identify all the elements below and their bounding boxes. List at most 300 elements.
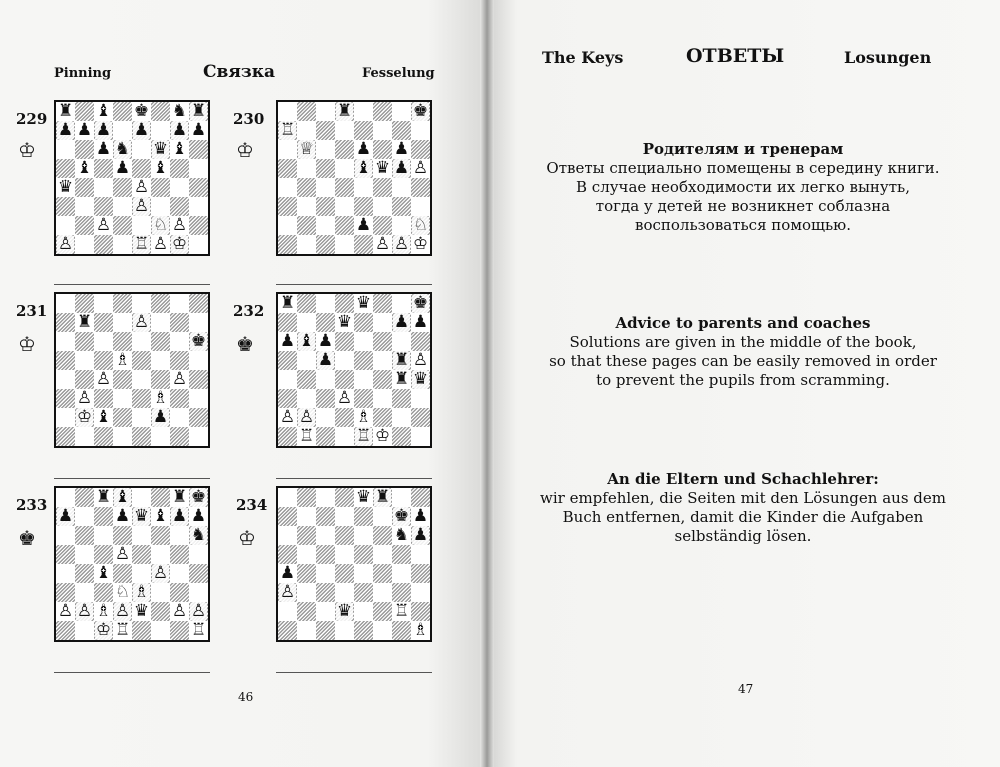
black-pawn-icon: ♟	[95, 139, 112, 159]
board-square	[316, 197, 335, 216]
black-queen-icon: ♛	[336, 312, 353, 332]
board-square	[132, 197, 151, 216]
board-square	[94, 332, 113, 351]
board-square	[373, 235, 392, 254]
board-square	[132, 178, 151, 197]
white-pawn-icon: ♙	[171, 601, 188, 621]
board-square	[113, 602, 132, 621]
board-square	[278, 507, 297, 526]
black-knight-icon: ♞	[171, 101, 188, 121]
board-square	[75, 140, 94, 159]
white-king-icon: ♔	[76, 407, 93, 427]
board-square	[316, 583, 335, 602]
board-square	[392, 294, 411, 313]
board-square	[354, 427, 373, 446]
page-number-right: 47	[738, 682, 754, 696]
board-square	[75, 197, 94, 216]
board-square	[170, 216, 189, 235]
black-pawn-icon: ♟	[133, 120, 150, 140]
white-king-icon: ♔	[95, 620, 112, 640]
board-square	[94, 389, 113, 408]
header-german: Fesselung	[362, 66, 435, 81]
board-square	[297, 235, 316, 254]
board-square	[297, 408, 316, 427]
chess-board-232	[276, 292, 432, 448]
board-square	[354, 159, 373, 178]
board-square	[297, 564, 316, 583]
board-square	[189, 313, 208, 332]
board-square	[411, 294, 430, 313]
board-square	[392, 621, 411, 640]
board-square	[354, 332, 373, 351]
answers-header-russian: ОТВЕТЫ	[686, 45, 785, 67]
board-square	[316, 389, 335, 408]
board-square	[151, 235, 170, 254]
board-square	[335, 102, 354, 121]
black-pawn-icon: ♟	[171, 120, 188, 140]
board-square	[189, 564, 208, 583]
board-square	[335, 121, 354, 140]
white-pawn-icon: ♙	[190, 601, 207, 621]
board-square	[94, 507, 113, 526]
board-square	[170, 294, 189, 313]
board-square	[170, 313, 189, 332]
black-rook-icon: ♜	[374, 487, 391, 507]
board-square	[113, 408, 132, 427]
board-square	[170, 507, 189, 526]
board-square	[411, 526, 430, 545]
board-square	[151, 216, 170, 235]
board-square	[278, 583, 297, 602]
board-square	[411, 408, 430, 427]
white-pawn-icon: ♙	[412, 158, 429, 178]
board-square	[392, 526, 411, 545]
board-square	[354, 235, 373, 254]
white-pawn-icon: ♙	[57, 234, 74, 254]
board-square	[373, 121, 392, 140]
board-square	[373, 294, 392, 313]
board-square	[411, 621, 430, 640]
board-square	[56, 294, 75, 313]
board-square	[392, 488, 411, 507]
board-square	[278, 621, 297, 640]
board-square	[392, 102, 411, 121]
board-square	[94, 545, 113, 564]
board-square	[113, 389, 132, 408]
board-square	[94, 526, 113, 545]
board-square	[94, 140, 113, 159]
board-square	[75, 159, 94, 178]
board-square	[132, 564, 151, 583]
board-square	[75, 488, 94, 507]
answers-header-english: The Keys	[542, 48, 624, 67]
board-square	[297, 427, 316, 446]
separator-rule	[276, 478, 432, 479]
board-square	[94, 102, 113, 121]
white-pawn-icon: ♙	[152, 234, 169, 254]
board-square	[151, 602, 170, 621]
black-bishop-icon: ♝	[152, 506, 169, 526]
board-square	[94, 216, 113, 235]
board-square	[132, 545, 151, 564]
black-queen-icon: ♛	[412, 369, 429, 389]
black-bishop-icon: ♝	[152, 158, 169, 178]
board-square	[373, 351, 392, 370]
board-square	[392, 351, 411, 370]
black-pawn-icon: ♟	[412, 525, 429, 545]
board-square	[94, 351, 113, 370]
board-square	[56, 583, 75, 602]
board-square	[373, 140, 392, 159]
board-square	[151, 313, 170, 332]
board-square	[335, 140, 354, 159]
board-square	[113, 507, 132, 526]
board-square	[316, 564, 335, 583]
black-pawn-icon: ♟	[171, 506, 188, 526]
board-square	[411, 102, 430, 121]
board-square	[189, 507, 208, 526]
black-pawn-icon: ♟	[412, 312, 429, 332]
board-square	[94, 159, 113, 178]
board-square	[278, 159, 297, 178]
board-square	[132, 216, 151, 235]
board-square	[278, 526, 297, 545]
board-square	[278, 564, 297, 583]
board-square	[151, 545, 170, 564]
board-square	[335, 545, 354, 564]
board-square	[316, 427, 335, 446]
board-square	[373, 389, 392, 408]
board-square	[278, 216, 297, 235]
board-square	[392, 178, 411, 197]
board-square	[113, 427, 132, 446]
header-russian: Связка	[203, 62, 276, 82]
board-square	[56, 102, 75, 121]
board-square	[151, 294, 170, 313]
black-rook-icon: ♜	[76, 312, 93, 332]
board-square	[75, 351, 94, 370]
board-square	[335, 313, 354, 332]
board-square	[113, 526, 132, 545]
white-king-icon: ♔	[412, 234, 429, 254]
black-king-icon: ♚	[393, 506, 410, 526]
black-rook-icon: ♜	[171, 487, 188, 507]
board-square	[56, 370, 75, 389]
board-square	[75, 121, 94, 140]
white-bishop-icon: ♗	[412, 620, 429, 640]
board-square	[132, 140, 151, 159]
white-king-icon: ♔	[374, 426, 391, 446]
board-square	[411, 235, 430, 254]
black-bishop-icon: ♝	[298, 331, 315, 351]
side-to-move-icon: ♔	[236, 138, 254, 162]
side-to-move-icon: ♔	[18, 138, 36, 162]
board-square	[75, 313, 94, 332]
board-square	[132, 235, 151, 254]
board-square	[189, 159, 208, 178]
board-square	[335, 602, 354, 621]
board-square	[354, 121, 373, 140]
white-pawn-icon: ♙	[393, 234, 410, 254]
white-pawn-icon: ♙	[298, 407, 315, 427]
board-square	[411, 159, 430, 178]
white-pawn-icon: ♙	[76, 601, 93, 621]
board-square	[151, 121, 170, 140]
board-square	[392, 159, 411, 178]
board-square	[411, 488, 430, 507]
board-square	[411, 351, 430, 370]
black-pawn-icon: ♟	[412, 506, 429, 526]
black-bishop-icon: ♝	[95, 563, 112, 583]
note-line: Solutions are given in the middle of the book,	[569, 333, 917, 351]
board-square	[113, 621, 132, 640]
note-line: selbständig lösen.	[674, 527, 812, 545]
white-pawn-icon: ♙	[114, 544, 131, 564]
board-square	[373, 178, 392, 197]
white-king-icon: ♔	[171, 234, 188, 254]
white-pawn-icon: ♙	[152, 563, 169, 583]
side-to-move-icon: ♔	[238, 526, 256, 550]
board-square	[392, 313, 411, 332]
board-square	[297, 216, 316, 235]
board-square	[373, 313, 392, 332]
black-pawn-icon: ♟	[57, 120, 74, 140]
board-square	[354, 294, 373, 313]
board-square	[75, 178, 94, 197]
black-pawn-icon: ♟	[190, 506, 207, 526]
board-square	[392, 427, 411, 446]
black-rook-icon: ♜	[393, 350, 410, 370]
board-square	[354, 408, 373, 427]
board-square	[170, 197, 189, 216]
board-square	[75, 102, 94, 121]
board-square	[189, 294, 208, 313]
board-square	[392, 564, 411, 583]
black-queen-icon: ♛	[133, 601, 150, 621]
board-square	[151, 526, 170, 545]
white-rook-icon: ♖	[355, 426, 372, 446]
board-square	[297, 602, 316, 621]
board-square	[56, 621, 75, 640]
board-square	[411, 216, 430, 235]
board-square	[335, 583, 354, 602]
board-square	[278, 121, 297, 140]
black-pawn-icon: ♟	[114, 506, 131, 526]
board-square	[170, 621, 189, 640]
black-bishop-icon: ♝	[114, 487, 131, 507]
board-square	[56, 140, 75, 159]
white-bishop-icon: ♗	[114, 350, 131, 370]
board-square	[373, 488, 392, 507]
black-bishop-icon: ♝	[76, 158, 93, 178]
board-square	[113, 102, 132, 121]
board-square	[354, 602, 373, 621]
board-square	[170, 178, 189, 197]
board-square	[56, 545, 75, 564]
board-square	[75, 389, 94, 408]
white-pawn-icon: ♙	[114, 601, 131, 621]
board-square	[189, 488, 208, 507]
separator-rule	[276, 284, 432, 285]
answers-header-german: Losungen	[844, 48, 932, 67]
board-square	[113, 140, 132, 159]
board-square	[354, 507, 373, 526]
board-square	[278, 102, 297, 121]
white-pawn-icon: ♙	[171, 215, 188, 235]
black-queen-icon: ♛	[133, 506, 150, 526]
white-queen-icon: ♕	[298, 139, 315, 159]
board-square	[56, 351, 75, 370]
board-square	[113, 216, 132, 235]
board-square	[132, 408, 151, 427]
board-square	[278, 602, 297, 621]
note-line: В случае необходимости их легко вынуть,	[576, 178, 910, 196]
puzzle-number: 232	[233, 302, 265, 320]
board-square	[373, 332, 392, 351]
board-square	[132, 507, 151, 526]
board-square	[316, 602, 335, 621]
board-square	[392, 235, 411, 254]
board-square	[75, 216, 94, 235]
board-square	[75, 526, 94, 545]
board-square	[132, 313, 151, 332]
board-square	[278, 408, 297, 427]
white-pawn-icon: ♙	[374, 234, 391, 254]
board-square	[316, 140, 335, 159]
separator-rule	[276, 672, 432, 673]
chess-board-234	[276, 486, 432, 642]
board-square	[297, 389, 316, 408]
board-square	[113, 197, 132, 216]
board-square	[189, 621, 208, 640]
separator-rule	[54, 478, 210, 479]
board-square	[170, 564, 189, 583]
board-square	[335, 564, 354, 583]
board-square	[189, 545, 208, 564]
board-square	[335, 294, 354, 313]
black-bishop-icon: ♝	[171, 139, 188, 159]
black-pawn-icon: ♟	[393, 312, 410, 332]
board-square	[297, 159, 316, 178]
side-to-move-icon: ♚	[236, 332, 254, 356]
puzzle-number: 230	[233, 110, 265, 128]
black-bishop-icon: ♝	[95, 101, 112, 121]
board-square	[75, 621, 94, 640]
black-pawn-icon: ♟	[114, 158, 131, 178]
board-square	[411, 389, 430, 408]
board-square	[75, 408, 94, 427]
board-square	[56, 178, 75, 197]
board-square	[132, 332, 151, 351]
board-square	[94, 178, 113, 197]
note-line: to prevent the pupils from scramming.	[596, 371, 890, 389]
white-pawn-icon: ♙	[133, 312, 150, 332]
board-square	[132, 102, 151, 121]
black-queen-icon: ♛	[57, 177, 74, 197]
board-square	[170, 545, 189, 564]
board-square	[316, 507, 335, 526]
board-square	[354, 351, 373, 370]
board-square	[170, 121, 189, 140]
board-square	[132, 351, 151, 370]
board-square	[411, 370, 430, 389]
board-square	[132, 389, 151, 408]
board-square	[373, 427, 392, 446]
puzzle-number: 233	[16, 496, 48, 514]
board-square	[132, 602, 151, 621]
board-square	[151, 102, 170, 121]
board-square	[170, 583, 189, 602]
board-square	[278, 332, 297, 351]
black-pawn-icon: ♟	[279, 563, 296, 583]
black-knight-icon: ♞	[114, 139, 131, 159]
board-square	[411, 197, 430, 216]
board-square	[151, 197, 170, 216]
board-square	[278, 294, 297, 313]
board-square	[411, 313, 430, 332]
board-square	[189, 121, 208, 140]
board-square	[411, 583, 430, 602]
board-square	[94, 370, 113, 389]
board-square	[411, 545, 430, 564]
black-king-icon: ♚	[190, 487, 207, 507]
black-pawn-icon: ♟	[190, 120, 207, 140]
board-square	[297, 351, 316, 370]
white-knight-icon: ♘	[114, 582, 131, 602]
board-square	[373, 370, 392, 389]
note-title: Родителям и тренерам	[642, 140, 844, 158]
board-square	[56, 488, 75, 507]
board-square	[335, 178, 354, 197]
board-square	[411, 332, 430, 351]
board-square	[335, 389, 354, 408]
board-square	[297, 526, 316, 545]
black-pawn-icon: ♟	[95, 120, 112, 140]
board-square	[113, 545, 132, 564]
board-square	[94, 408, 113, 427]
white-rook-icon: ♖	[133, 234, 150, 254]
board-square	[392, 408, 411, 427]
board-square	[354, 216, 373, 235]
white-pawn-icon: ♙	[133, 177, 150, 197]
white-rook-icon: ♖	[114, 620, 131, 640]
board-square	[411, 140, 430, 159]
board-square	[354, 545, 373, 564]
board-square	[75, 545, 94, 564]
board-square	[373, 197, 392, 216]
board-square	[132, 294, 151, 313]
board-square	[392, 370, 411, 389]
board-square	[335, 235, 354, 254]
note-line: Buch entfernen, damit die Kinder die Aufgaben	[562, 508, 924, 526]
board-square	[151, 332, 170, 351]
board-square	[132, 488, 151, 507]
white-pawn-icon: ♙	[279, 407, 296, 427]
note-line: тогда у детей не возникнет соблазна	[595, 197, 891, 215]
board-square	[189, 235, 208, 254]
white-knight-icon: ♘	[412, 215, 429, 235]
board-square	[335, 370, 354, 389]
board-square	[297, 621, 316, 640]
board-square	[316, 545, 335, 564]
header-english: Pinning	[54, 66, 112, 81]
black-king-icon: ♚	[190, 331, 207, 351]
board-square	[354, 621, 373, 640]
board-square	[151, 507, 170, 526]
board-square	[316, 408, 335, 427]
board-square	[392, 140, 411, 159]
board-square	[411, 602, 430, 621]
